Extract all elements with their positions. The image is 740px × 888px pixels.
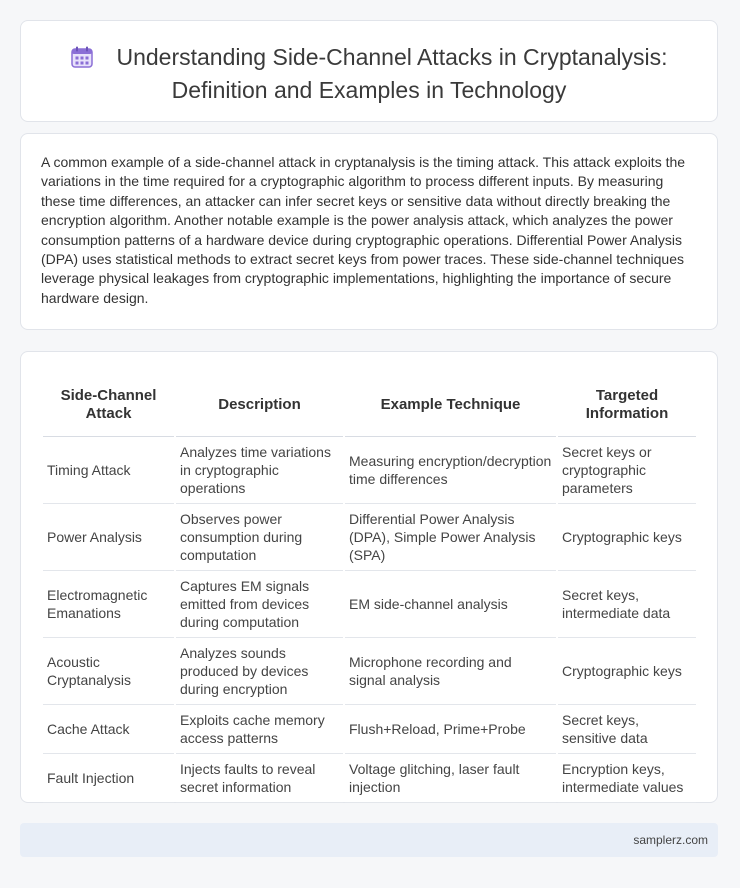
cell-description: Analyzes sounds produced by devices during encryption — [176, 638, 343, 705]
table-row — [43, 571, 696, 638]
header-technique: Example Technique — [345, 374, 556, 437]
intro-card — [20, 133, 718, 330]
cell-target: Cryptographic keys — [558, 638, 696, 705]
cell-attack: Timing Attack — [43, 437, 174, 504]
header-target: Targeted Information — [558, 374, 696, 437]
table-row — [43, 437, 696, 504]
table-row — [43, 754, 696, 803]
cell-target: Secret keys or cryptographic parameters — [558, 437, 696, 504]
table-card — [20, 351, 718, 803]
cell-description: Observes power consumption during computation — [176, 504, 343, 571]
table-row — [43, 638, 696, 705]
cell-target: Cryptographic keys — [558, 504, 696, 571]
cell-attack: Cache Attack — [43, 705, 174, 754]
footer — [20, 823, 718, 857]
calendar-icon — [70, 45, 94, 76]
cell-attack: Electromagnetic Emanations — [43, 571, 174, 638]
cell-target: Secret keys, intermediate data — [558, 571, 696, 638]
header-attack: Side-Channel Attack — [43, 374, 174, 437]
cell-description: Exploits cache memory access patterns — [176, 705, 343, 754]
cell-technique: Voltage glitching, laser fault injection — [345, 754, 556, 803]
table-row — [43, 705, 696, 754]
cell-technique: Microphone recording and signal analysis — [345, 638, 556, 705]
title-line-2: Definition and Examples in Technology — [171, 77, 567, 103]
cell-description: Analyzes time variations in cryptographic operations — [176, 437, 343, 504]
side-channel-table — [41, 374, 698, 803]
cell-technique: Measuring encryption/decryption time differences — [345, 437, 556, 504]
page-title — [21, 43, 717, 105]
title-line-1: Understanding Side-Channel Attacks in Cryptanalysis: — [116, 44, 668, 70]
cell-description: Captures EM signals emitted from devices during computation — [176, 571, 343, 638]
cell-target: Secret keys, sensitive data — [558, 705, 696, 754]
cell-attack: Fault Injection — [43, 754, 174, 803]
table-header-row — [43, 374, 696, 437]
cell-target: Encryption keys, intermediate values — [558, 754, 696, 803]
cell-technique: Differential Power Analysis (DPA), Simple Power Analysis (SPA) — [345, 504, 556, 571]
table-row — [43, 504, 696, 571]
cell-technique: EM side-channel analysis — [345, 571, 556, 638]
cell-description: Injects faults to reveal secret information — [176, 754, 343, 803]
title-card — [20, 20, 718, 122]
cell-technique: Flush+Reload, Prime+Probe — [345, 705, 556, 754]
cell-attack: Acoustic Cryptanalysis — [43, 638, 174, 705]
intro-paragraph: A common example of a side-channel attack in cryptanalysis is the timing attack. This attack exploits the variations in the time required for a cryptographic algorithm to process different inputs. By measuring these time differences, an attacker can infer secret keys or sensitive data without directly breaking the encryption algorithm. Another notable example is the power analysis attack, which analyzes the power consumption patterns of a hardware device during cryptographic operations. Differential Power Analysis (DPA) uses statistical methods to extract secret keys from power traces. These side-channel techniques leverage physical leakages from cryptographic implementations, highlighting the importance of secure hardware design. — [41, 154, 686, 306]
header-description: Description — [176, 374, 343, 437]
cell-attack: Power Analysis — [43, 504, 174, 571]
footer-site-link[interactable]: samplerz.com — [633, 833, 708, 847]
